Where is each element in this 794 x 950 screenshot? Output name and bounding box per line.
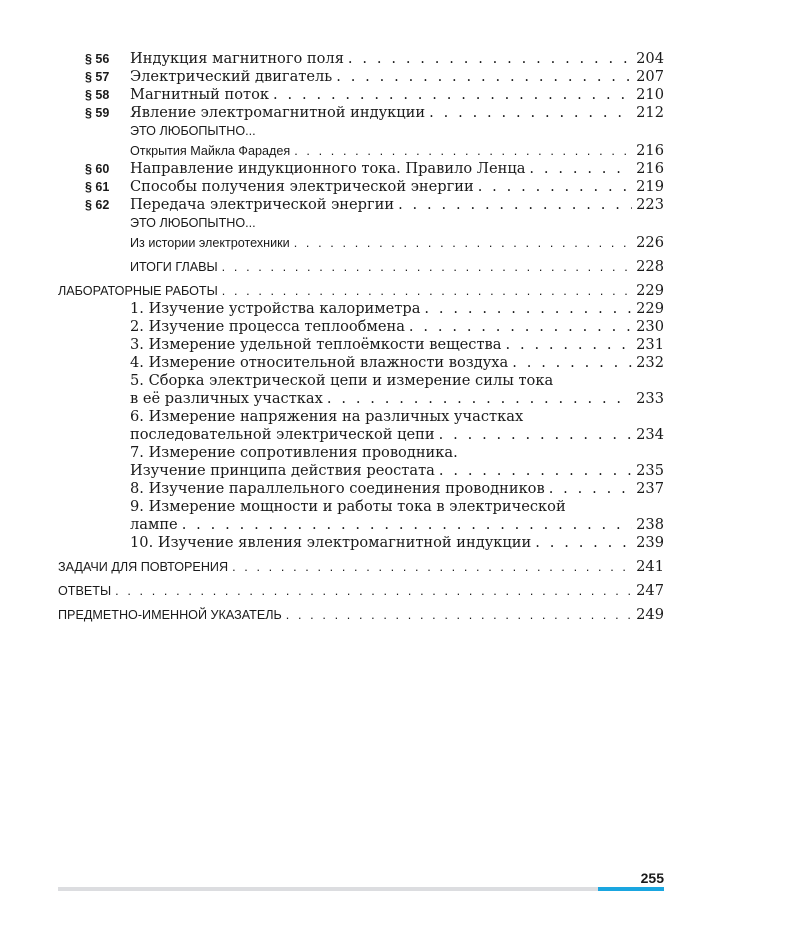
dot-leader xyxy=(409,318,632,336)
page-number: 232 xyxy=(636,354,664,371)
entry-title: Явление электромагнитной индукции xyxy=(130,104,426,121)
toc-entry[interactable] xyxy=(58,50,664,68)
entry-title: ПРЕДМЕТНО-ИМЕННОЙ УКАЗАТЕЛЬ xyxy=(58,608,282,622)
lab-entry-line xyxy=(58,498,664,516)
entry-title: Из истории электротехники xyxy=(130,236,290,250)
dot-leader xyxy=(439,426,633,444)
section-number: § 59 xyxy=(85,106,110,120)
lab-heading: ЛАБОРАТОРНЫЕ РАБОТЫ xyxy=(58,284,218,298)
lab-entry[interactable] xyxy=(58,462,664,480)
footer-accent-bar xyxy=(598,887,664,891)
page-number: 249 xyxy=(636,606,664,623)
dot-leader xyxy=(348,50,632,68)
section-number: § 56 xyxy=(85,52,110,66)
entry-title: 6. Измерение напряжения на различных участках xyxy=(130,408,524,425)
page-number: 241 xyxy=(636,558,664,575)
dot-leader xyxy=(529,160,632,178)
entry-title: ЗАДАЧИ ДЛЯ ПОВТОРЕНИЯ xyxy=(58,560,229,574)
dot-leader xyxy=(294,234,632,252)
page-number: 229 xyxy=(636,282,664,299)
lab-entry[interactable] xyxy=(58,426,664,444)
section-number: § 57 xyxy=(85,70,110,84)
dot-leader xyxy=(505,336,632,354)
entry-title: 10. Изучение явления электромагнитной индукции xyxy=(130,534,532,551)
dot-leader xyxy=(549,480,632,498)
entry-title: 1. Изучение устройства калориметра xyxy=(130,300,421,317)
interesting-label: ЭТО ЛЮБОПЫТНО... xyxy=(130,124,256,138)
lab-entry-line xyxy=(58,444,664,462)
dot-leader xyxy=(478,178,632,196)
dot-leader xyxy=(222,258,632,276)
dot-leader xyxy=(182,516,632,534)
entry-title: 9. Измерение мощности и работы тока в электрической xyxy=(130,498,566,515)
toc-entry[interactable] xyxy=(58,104,664,122)
dot-leader xyxy=(512,354,632,372)
toc-entry[interactable] xyxy=(58,606,664,624)
entry-title-continued: последовательной электрической цепи xyxy=(130,426,435,443)
page-number: 229 xyxy=(636,300,664,317)
entry-title: Индукция магнитного поля xyxy=(130,50,344,67)
page-number: 219 xyxy=(636,178,664,195)
page-number: 233 xyxy=(636,390,664,407)
entry-title-continued: Изучение принципа действия реостата xyxy=(130,462,435,479)
dot-leader xyxy=(535,534,632,552)
dot-leader xyxy=(115,582,632,600)
page-number: 235 xyxy=(636,462,664,479)
page-number: 216 xyxy=(636,142,664,159)
entry-title-continued: лампе xyxy=(130,516,178,533)
dot-leader xyxy=(294,142,632,160)
dot-leader xyxy=(273,86,632,104)
toc-label xyxy=(58,122,664,140)
lab-entry[interactable] xyxy=(58,390,664,408)
toc-entry[interactable] xyxy=(58,178,664,196)
toc-entry[interactable] xyxy=(58,68,664,86)
entry-title: 4. Измерение относительной влажности воздуха xyxy=(130,354,509,371)
entry-title: 2. Изучение процесса теплообмена xyxy=(130,318,405,335)
entry-title: Способы получения электрической энергии xyxy=(130,178,474,195)
section-number: § 60 xyxy=(85,162,110,176)
page-number: 212 xyxy=(636,104,664,121)
lab-entry[interactable] xyxy=(58,318,664,336)
toc-entry[interactable] xyxy=(58,196,664,214)
table-of-contents xyxy=(58,50,664,624)
page-number: 223 xyxy=(636,196,664,213)
dot-leader xyxy=(222,282,632,300)
dot-leader xyxy=(327,390,632,408)
page-number: 230 xyxy=(636,318,664,335)
toc-entry[interactable] xyxy=(58,142,664,160)
lab-entry[interactable] xyxy=(58,300,664,318)
page-number-footer: 255 xyxy=(640,870,664,886)
page-number: 216 xyxy=(636,160,664,177)
lab-entry-line xyxy=(58,372,664,390)
chapter-summary-title: ИТОГИ ГЛАВЫ xyxy=(130,260,218,274)
page-number: 238 xyxy=(636,516,664,533)
entry-title: 5. Сборка электрической цепи и измерение силы тока xyxy=(130,372,554,389)
dot-leader xyxy=(429,104,632,122)
page-number: 204 xyxy=(636,50,664,67)
page-number: 228 xyxy=(636,258,664,275)
interesting-label: ЭТО ЛЮБОПЫТНО... xyxy=(130,216,256,230)
lab-entry[interactable] xyxy=(58,480,664,498)
toc-entry[interactable] xyxy=(58,558,664,576)
dot-leader xyxy=(439,462,632,480)
entry-title: Электрический двигатель xyxy=(130,68,333,85)
page-number: 231 xyxy=(636,336,664,353)
dot-leader xyxy=(424,300,632,318)
section-number: § 62 xyxy=(85,198,110,212)
entry-title: 7. Измерение сопротивления проводника. xyxy=(130,444,458,461)
page-number: 234 xyxy=(636,426,664,443)
toc-entry[interactable] xyxy=(58,582,664,600)
page-number: 207 xyxy=(636,68,664,85)
toc-entry[interactable] xyxy=(58,282,664,300)
entry-title: 3. Измерение удельной теплоёмкости вещества xyxy=(130,336,502,353)
footer-rule xyxy=(58,887,664,891)
dot-leader xyxy=(232,558,632,576)
entry-title: 8. Изучение параллельного соединения проводников xyxy=(130,480,545,497)
section-number: § 58 xyxy=(85,88,110,102)
entry-title: Магнитный поток xyxy=(130,86,270,103)
page-number: 237 xyxy=(636,480,664,497)
toc-entry[interactable] xyxy=(58,86,664,104)
toc-entry[interactable] xyxy=(58,234,664,252)
dot-leader xyxy=(398,196,632,214)
page-number: 247 xyxy=(636,582,664,599)
entry-title: Направление индукционного тока. Правило Ленца xyxy=(130,160,526,177)
page-number: 210 xyxy=(636,86,664,103)
lab-entry[interactable] xyxy=(58,354,664,372)
page-number: 226 xyxy=(636,234,664,251)
entry-title-continued: в её различных участках xyxy=(130,390,323,407)
lab-entry[interactable] xyxy=(58,534,664,552)
page-number: 239 xyxy=(636,534,664,551)
entry-title: Передача электрической энергии xyxy=(130,196,395,213)
dot-leader xyxy=(336,68,632,86)
toc-label xyxy=(58,214,664,232)
toc-entry[interactable] xyxy=(58,258,664,276)
section-number: § 61 xyxy=(85,180,110,194)
dot-leader xyxy=(286,606,632,624)
lab-entry-line xyxy=(58,408,664,426)
lab-entry[interactable] xyxy=(58,336,664,354)
entry-title: Открытия Майкла Фарадея xyxy=(130,144,291,158)
toc-entry[interactable] xyxy=(58,160,664,178)
lab-entry[interactable] xyxy=(58,516,664,534)
entry-title: ОТВЕТЫ xyxy=(58,584,112,598)
